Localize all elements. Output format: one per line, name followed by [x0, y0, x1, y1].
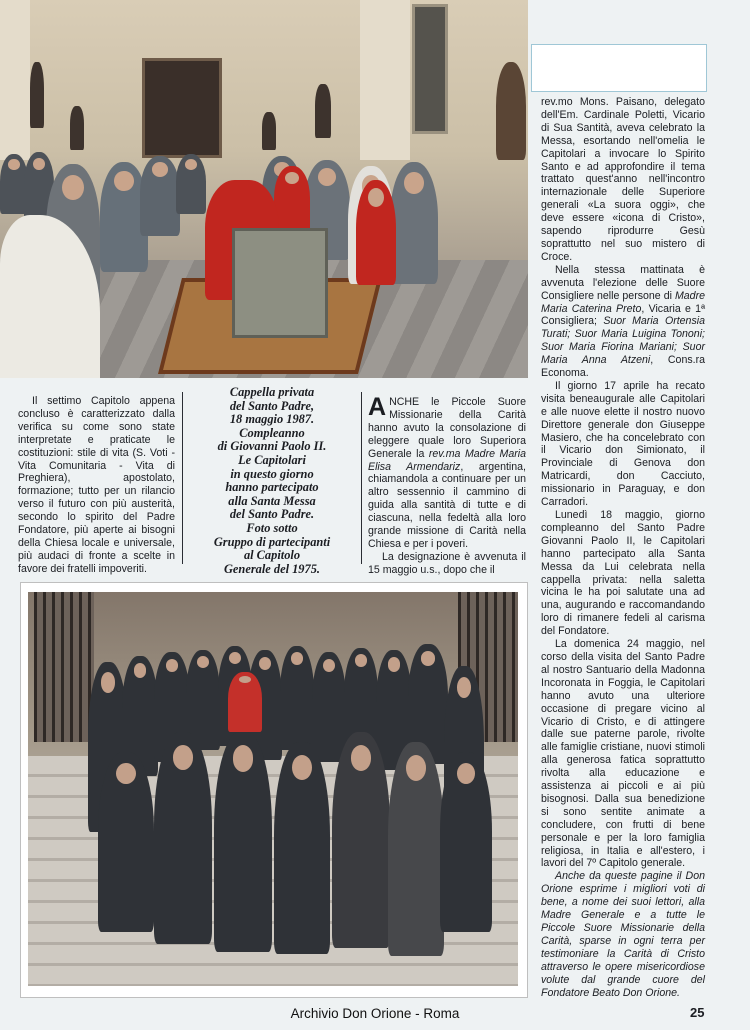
caption-line: Generale del 1975.	[223, 561, 320, 576]
wall-pilaster	[0, 0, 30, 160]
paragraph: La designazione è avvenuta il 15 maggio u.s., dopo che il	[368, 550, 526, 576]
drop-cap: A	[368, 393, 387, 421]
nun-red	[356, 180, 396, 285]
caption-line: Compleanno	[239, 425, 305, 440]
text-run: , Cons.ra Economa.	[541, 354, 705, 380]
text-column-1	[18, 395, 175, 576]
caption-line: Foto sotto	[246, 520, 298, 535]
photo-caption	[188, 386, 356, 576]
text-column-3	[368, 393, 526, 577]
caption-line: alla Santa Messa	[228, 493, 316, 508]
column-divider	[182, 392, 183, 564]
text-run-italic: Anche da queste pagine il Don Orione esprime i migliori voti di bene, a nome dei suoi lettori, alla Madre Generale e a tutte le Piccole Suore Missionarie della Carità, sparse in ogni terra per testimoniare la Carità di Cristo attraverso le opere misericordiose volute dal grande cuore del Fondatore Beato Don Orione.	[541, 870, 705, 999]
page-number: 25	[690, 1005, 705, 1020]
text-run-italic: Madre Maria Caterina Preto	[541, 289, 705, 315]
caption-line: Gruppo di partecipanti	[213, 534, 331, 549]
caption-line: in questo giorno	[230, 466, 314, 481]
paragraph: Il settimo Capitolo appena concluso è caratterizzato dalla verifica su come sono state interpretate e praticate le costituzioni: stile di vita (S. Voti - Vita Comunitaria - Vita di Preghiera), apostolato, formazione; tutto per un rilancio verso il futuro con più austerità, secondo lo spirito del Padre Fondatore, più aperte ai bisogni della Chiesa locale e universale, più audaci di fronte a scelte in favore dei fratelli impoveriti.	[18, 395, 175, 575]
text-run: , Vicaria e 1ª Consigliera;	[541, 302, 705, 328]
paragraph	[541, 870, 705, 999]
wall-pilaster	[360, 0, 410, 160]
paragraph: Lunedì 18 maggio, giorno compleanno del Santo Padre Giovanni Paolo II, le Capitolari hanno partecipato alla Santa Messa da Lui celebrata nella cappella privata: nella saletta vicina le ha poi salutate una ad una, augurando e raccomandando loro di rimanere fedeli al carisma del Fondatore.	[541, 509, 705, 638]
text-run: Nella stessa mattinata è avvenuta l'elezione delle Suore Consigliere nelle persone di	[541, 263, 705, 302]
paragraph	[368, 393, 526, 551]
caption-line: di Giovanni Paolo II.	[217, 439, 327, 454]
caption-line: Cappella privata	[229, 385, 315, 399]
text-run: NCHE le Piccole Suore Missionarie della Carità hanno avuto la consolazione di eleggere quale loro Superiora Generale la	[368, 396, 526, 460]
statue	[315, 84, 331, 138]
photo-papal-chapel-mass	[0, 0, 528, 378]
caption-line: Le Capitolari	[238, 452, 306, 467]
text-run: , argentina, chiamandola a continuare per un altro sessennio il cammino di guida alla santità di tutte e di ciascuna, nella fedeltà alla loro grande missione di Carità nella Chiesa e per i poveri.	[368, 460, 526, 550]
window	[412, 4, 448, 134]
group-of-sisters	[88, 632, 508, 962]
caption-line: hanno partecipato	[225, 480, 319, 495]
caption-line: del Santo Padre.	[229, 507, 315, 522]
caption-line: al Capitolo	[243, 548, 301, 563]
paragraph: La domenica 24 maggio, nel corso della visita del Santo Padre al nostro Santuario della Madonna Incoronata in Foggia, le Capitolari hanno avuto una ulteriore occasione di pregare vicino al Vicario di Cristo, e di attingere dalle sue paterne parole, rivolte alle famiglie cristiane, nuovi stimoli alla generosa fatica soprattutto rivolta alla educazione e assistenza ai piccoli e ai più bisognosi. Dalla sua benedizione si sono sentite animate a concludere, con frutti di bene personale e per la loro famiglia religiosa, in Italia e all'estero, i lavori del 7º Capitolo generale.	[541, 638, 705, 870]
text-run-italic: Suor Maria Ortensia Turati; Suor Maria Luigina Tononi; Suor Maria Fiorina Mariani; Suor Maria Anna Atzeni	[541, 315, 705, 367]
altar	[232, 228, 328, 338]
text-run-italic: rev.ma Madre Maria Elisa Armendariz	[368, 447, 526, 473]
caption-line: 18 maggio 1987.	[229, 412, 315, 427]
statue	[30, 62, 44, 128]
paragraph	[541, 264, 705, 380]
blank-box	[531, 44, 707, 92]
paragraph: Il giorno 17 aprile ha recato visita beneaugurale alle Capitolari e alle nuove elette il nostro nuovo Direttore generale don Giuseppe Masiero, che ha concelebrato con il Vicario don Simionato, il Provinciale di Genova don Matricardi, don Cacciuto, missionario in Paraguay, e don Carradori.	[541, 379, 705, 509]
iron-gate	[34, 592, 94, 742]
caption-line: del Santo Padre,	[229, 398, 315, 413]
archive-credit: Archivio Don Orione - Roma	[290, 1006, 460, 1021]
paragraph: rev.mo Mons. Paisano, delegato dell'Em. Cardinale Poletti, Vicario di Sua Santità, aveva celebrato la Messa, esortando nell'omelia le Capitolari a invocare lo Spirito Santo e ad approfondire il tema trattato quest'anno nell'incontro internazionale delle Superiore generali «La suora oggi», che deve essere «icona di Cristo», sapendo riprodurre Gesù soprattutto nel suo mistero di Croce.	[541, 96, 705, 263]
statue	[496, 62, 526, 160]
photo-group-chapter-1975	[28, 592, 518, 986]
text-column-right	[541, 96, 705, 999]
column-divider	[361, 392, 362, 564]
